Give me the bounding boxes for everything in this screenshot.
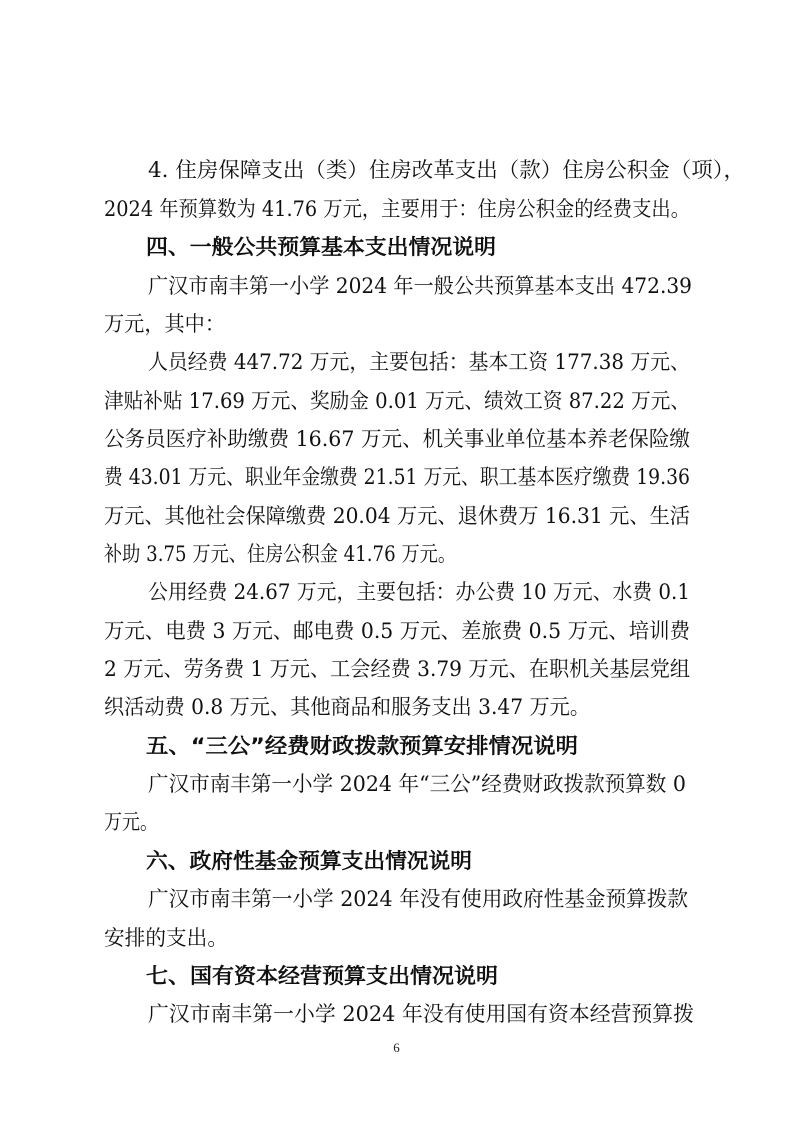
text-line	[0, 191, 793, 227]
text-line	[0, 152, 793, 188]
heading-text: 六、政府性基金预算支出情况说明	[146, 849, 473, 873]
line-text: 津贴补贴 17.69 万元、奖励金 0.01 万元、绩效工资 87.22 万元、	[104, 389, 690, 413]
line-text: 广汉市南丰第一小学 2024 年一般公共预算基本支出 472.39	[148, 274, 692, 298]
text-line	[0, 651, 793, 687]
text-line	[0, 574, 793, 610]
section-heading	[0, 958, 793, 994]
line-text: 人员经费 447.72 万元，主要包括：基本工资 177.38 万元、	[148, 350, 690, 374]
text-line	[0, 536, 793, 572]
line-text: 公务员医疗补助缴费 16.67 万元、机关事业单位基本养老保险缴	[104, 427, 690, 451]
line-text: 织活动费 0.8 万元、其他商品和服务支出 3.47 万元。	[104, 695, 590, 719]
line-text: 万元。	[104, 810, 158, 834]
text-line	[0, 996, 793, 1032]
text-line	[0, 421, 793, 457]
line-text: 4. 住房保障支出（类）住房改革支出（款）住房公积金（项），	[148, 158, 745, 182]
heading-text: 四、一般公共预算基本支出情况说明	[146, 235, 496, 259]
text-line	[0, 766, 793, 802]
text-line	[0, 383, 793, 419]
line-text: 费 43.01 万元、职业年金缴费 21.51 万元、职工基本医疗缴费 19.36	[104, 465, 690, 489]
heading-text: 七、国有资本经营预算支出情况说明	[146, 964, 499, 988]
text-line	[0, 498, 793, 534]
text-line	[0, 306, 793, 342]
text-line	[0, 459, 793, 495]
text-line	[0, 881, 793, 917]
line-text: 万元、其他社会保障缴费 20.04 万元、退休费万 16.31 元、生活	[104, 504, 690, 528]
line-text: 广汉市南丰第一小学 2024 年没有使用政府性基金预算拨款	[148, 887, 688, 911]
heading-text: 五、“三公”经费财政拨款预算安排情况说明	[146, 734, 578, 758]
section-heading	[0, 229, 793, 265]
line-text: 安排的支出。	[104, 926, 228, 950]
line-text: 万元，其中：	[104, 312, 225, 336]
line-text: 广汉市南丰第一小学 2024 年“三公”经费财政拨款预算数 0	[148, 772, 686, 796]
text-line	[0, 344, 793, 380]
text-line	[0, 804, 793, 840]
line-text: 广汉市南丰第一小学 2024 年没有使用国有资本经营预算拨	[148, 1002, 694, 1026]
page-number: 6	[393, 1040, 400, 1055]
line-text: 补助 3.75 万元、住房公积金 41.76 万元。	[104, 542, 456, 566]
line-text: 公用经费 24.67 万元，主要包括：办公费 10 万元、水费 0.1	[148, 580, 690, 604]
line-text: 2024 年预算数为 41.76 万元，主要用于：住房公积金的经费支出。	[104, 197, 690, 221]
text-line	[0, 689, 793, 725]
section-heading	[0, 728, 793, 764]
line-text: 2 万元、劳务费 1 万元、工会经费 3.79 万元、在职机关基层党组	[104, 657, 690, 681]
text-line	[0, 268, 793, 304]
section-heading	[0, 843, 793, 879]
text-line	[0, 613, 793, 649]
line-text: 万元、电费 3 万元、邮电费 0.5 万元、差旅费 0.5 万元、培训费	[104, 619, 690, 643]
text-line	[0, 920, 793, 956]
